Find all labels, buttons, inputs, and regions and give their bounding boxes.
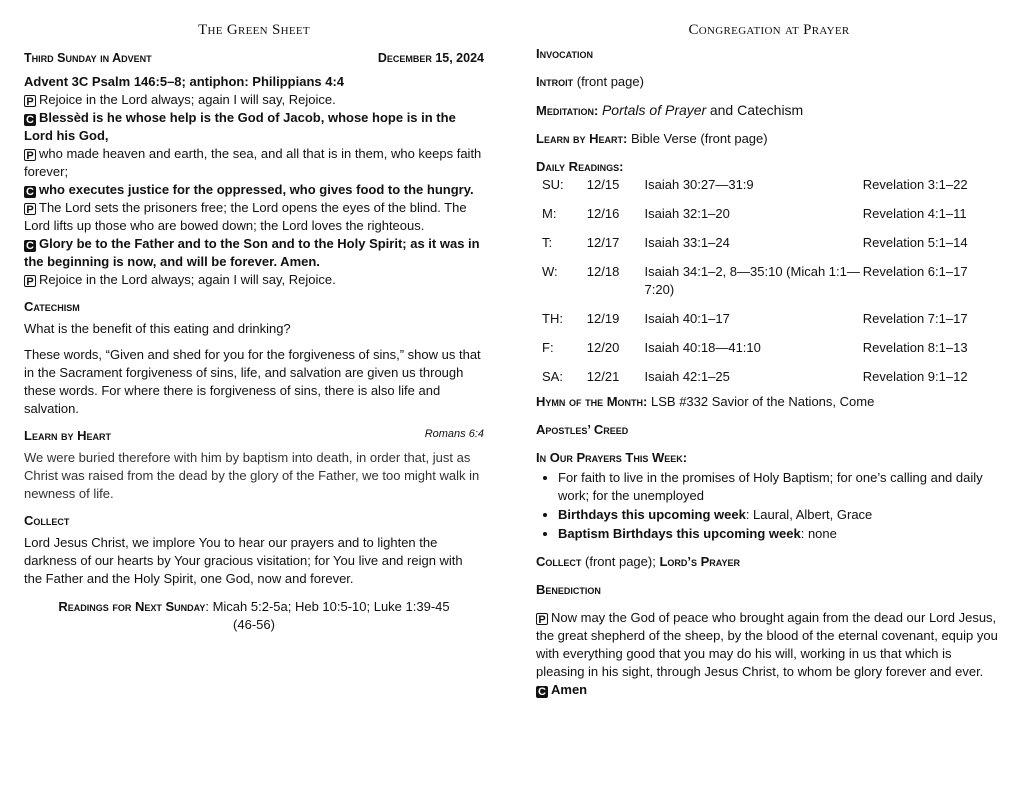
reading-nt: Revelation 6:1–17 bbox=[862, 264, 968, 279]
psalm-line bbox=[24, 91, 484, 109]
next-readings: Readings for Next Sunday: Micah 5:2-5a; Heb 10:5-10; Luke 1:39-45 (46-56) bbox=[58, 599, 450, 632]
psalm-line bbox=[24, 145, 484, 181]
learn-heading-row bbox=[24, 428, 484, 443]
learn-bible-text: Bible Verse (front page) bbox=[631, 131, 768, 146]
pastor-mark-icon: P bbox=[24, 149, 36, 161]
reading-day: TH: bbox=[542, 311, 563, 326]
page-title-left: The Green Sheet bbox=[198, 22, 310, 38]
collect-text: Lord Jesus Christ, we implore You to hear our prayers and to lighten the darkness of our hearts by Your gracious visitation; for You live and reign with the Father and the Holy Spirit, one God, now and forever. bbox=[24, 535, 463, 586]
learn-reference: Romans 6:4 bbox=[424, 428, 484, 440]
reading-row bbox=[542, 234, 1002, 263]
reading-nt: Revelation 9:1–12 bbox=[862, 369, 968, 384]
next-readings-label: Readings for Next Sunday bbox=[58, 599, 206, 614]
page-title-right: Congregation at Prayer bbox=[688, 22, 850, 38]
invocation: Invocation bbox=[536, 46, 593, 61]
psalm-line-text: Glory be to the Father and to the Son and to the Holy Spirit; as it was in the beginning is now, and will be forever. Amen. bbox=[24, 236, 480, 269]
right-column bbox=[536, 22, 1002, 699]
learn-text: We were buried therefore with him by baptism into death, in order that, just as Christ was raised from the dead by the glory of the Father, we too might walk in newness of life. bbox=[24, 450, 480, 501]
psalm-line bbox=[24, 181, 484, 199]
benediction-body: Now may the God of peace who brought again from the dead our Lord Jesus, the great shepherd of the sheep, by the blood of the eternal covenant, equip you with everything good that you may do his will, working in us that which is pleasing in his sight, through Jesus Christ, to whom be glory forever and ever. bbox=[536, 610, 998, 679]
reading-nt: Revelation 4:1–11 bbox=[862, 206, 967, 221]
reading-ot: Isaiah 32:1–20 bbox=[644, 206, 730, 221]
psalm-line-text: The Lord sets the prisoners free; the Lord opens the eyes of the blind. The Lord lifts up those who are bowed down; the Lord loves the righteous. bbox=[24, 200, 467, 233]
congregation-mark-icon: C bbox=[24, 114, 36, 126]
reading-date: 12/21 bbox=[586, 369, 620, 384]
reading-row bbox=[542, 310, 1002, 339]
hymn-line bbox=[536, 393, 1002, 411]
reading-row bbox=[542, 205, 1002, 234]
reading-ot: Isaiah 40:18—41:10 bbox=[644, 340, 761, 355]
psalm-line bbox=[24, 199, 484, 235]
congregation-mark-icon: C bbox=[24, 240, 36, 252]
psalm-line-text: who executes justice for the oppressed, who gives food to the hungry. bbox=[39, 182, 474, 197]
meditation-label: Meditation: bbox=[536, 103, 599, 118]
catechism-question: What is the benefit of this eating and drinking? bbox=[24, 321, 291, 336]
next-readings-text2: (46-56) bbox=[233, 617, 275, 632]
collect-note: (front page); bbox=[585, 554, 656, 569]
reading-row bbox=[542, 339, 1002, 368]
learn-label: Learn by Heart: bbox=[536, 131, 628, 146]
reading-ot: Isaiah 34:1–2, 8—35:10 (Micah 1:1—7:20) bbox=[644, 264, 860, 297]
congregation-mark-icon: C bbox=[536, 686, 548, 698]
reading-day: SU: bbox=[542, 177, 564, 192]
psalm-line-text: Rejoice in the Lord always; again I will say, Rejoice. bbox=[39, 92, 336, 107]
prayers-label: In Our Prayers This Week: bbox=[536, 450, 688, 465]
hymn-text: LSB #332 Savior of the Nations, Come bbox=[651, 394, 875, 409]
reading-ot: Isaiah 42:1–25 bbox=[644, 369, 730, 384]
reading-date: 12/16 bbox=[586, 206, 620, 221]
learn-line bbox=[536, 130, 1002, 148]
introit-text: (front page) bbox=[576, 74, 644, 89]
hymn-label: Hymn of the Month: bbox=[536, 394, 648, 409]
amen-line bbox=[536, 681, 1002, 699]
reading-day: W: bbox=[542, 264, 558, 279]
collect-line bbox=[536, 553, 1002, 571]
prayer-item-bold: Baptism Birthdays this upcoming week bbox=[558, 526, 801, 541]
meditation-italic: Portals of Prayer bbox=[601, 102, 707, 118]
reading-day: SA: bbox=[542, 369, 563, 384]
next-readings-text: Micah 5:2-5a; Heb 10:5-10; Luke 1:39-45 bbox=[212, 599, 450, 614]
psalm-line bbox=[24, 271, 484, 289]
amen-text: Amen bbox=[551, 682, 588, 697]
prayer-item-text: : Laural, Albert, Grace bbox=[745, 507, 873, 522]
apostles-creed: Apostles’ Creed bbox=[536, 422, 629, 437]
pastor-mark-icon: P bbox=[536, 613, 548, 625]
sunday-row bbox=[24, 51, 484, 65]
lords-prayer: Lord’s Prayer bbox=[659, 554, 740, 569]
daily-readings-table bbox=[542, 176, 1002, 397]
reading-ot: Isaiah 40:1–17 bbox=[644, 311, 730, 326]
reading-nt: Revelation 8:1–13 bbox=[862, 340, 968, 355]
reading-ot: Isaiah 33:1–24 bbox=[644, 235, 730, 250]
benediction-heading: Benediction bbox=[536, 582, 601, 597]
psalm-line-text: who made heaven and earth, the sea, and all that is in them, who keeps faith forever; bbox=[24, 146, 482, 179]
reading-nt: Revelation 5:1–14 bbox=[862, 235, 968, 250]
prayer-item-bold: Birthdays this upcoming week bbox=[558, 507, 746, 522]
psalm-line bbox=[24, 235, 484, 271]
collect-heading: Collect bbox=[24, 513, 70, 528]
prayer-list bbox=[536, 469, 1002, 543]
prayer-item bbox=[558, 525, 1002, 543]
reading-date: 12/18 bbox=[586, 264, 620, 279]
reading-row bbox=[542, 263, 1002, 310]
pastor-mark-icon: P bbox=[24, 275, 36, 287]
prayer-item bbox=[558, 469, 1002, 505]
prayer-item-text: : none bbox=[800, 526, 837, 541]
catechism-answer: These words, “Given and shed for you for the forgiveness of sins,” show us that in the Sacrament forgiveness of sins, life, and salvation are given us through these words. For where there is forgiveness of sins, there is also life and salvation. bbox=[24, 347, 481, 416]
catechism-heading: Catechism bbox=[24, 299, 80, 314]
introit-line bbox=[536, 73, 1002, 91]
reading-date: 12/19 bbox=[586, 311, 620, 326]
benediction-text bbox=[536, 609, 1002, 681]
reading-nt: Revelation 3:1–22 bbox=[862, 177, 968, 192]
collect-label: Collect bbox=[536, 554, 582, 569]
reading-nt: Revelation 7:1–17 bbox=[862, 311, 968, 326]
reading-day: F: bbox=[542, 340, 554, 355]
psalm-heading: Advent 3C Psalm 146:5–8; antiphon: Philippians 4:4 bbox=[24, 74, 345, 89]
meditation-rest: and Catechism bbox=[709, 102, 804, 118]
reading-day: M: bbox=[542, 206, 557, 221]
meditation-line bbox=[536, 101, 1002, 120]
introit-label: Introit bbox=[536, 74, 574, 89]
reading-date: 12/15 bbox=[586, 177, 620, 192]
psalm-line-text: Rejoice in the Lord always; again I will say, Rejoice. bbox=[39, 272, 336, 287]
psalm-line-text: Blessèd is he whose help is the God of Jacob, whose hope is in the Lord his God, bbox=[24, 110, 456, 143]
reading-ot: Isaiah 30:27—31:9 bbox=[644, 177, 754, 192]
reading-row bbox=[542, 176, 1002, 205]
reading-date: 12/20 bbox=[586, 340, 620, 355]
sunday-date: December 15, 2024 bbox=[377, 51, 484, 65]
pastor-mark-icon: P bbox=[24, 95, 36, 107]
psalm-line bbox=[24, 109, 484, 145]
daily-readings-label: Daily Readings: bbox=[536, 159, 624, 174]
congregation-mark-icon: C bbox=[24, 186, 36, 198]
prayer-item-text: For faith to live in the promises of Holy Baptism; for one’s calling and daily work; for the unemployed bbox=[558, 470, 983, 503]
sunday-name: Third Sunday in Advent bbox=[24, 51, 152, 65]
left-column bbox=[24, 22, 484, 634]
reading-day: T: bbox=[542, 235, 553, 250]
pastor-mark-icon: P bbox=[24, 203, 36, 215]
reading-date: 12/17 bbox=[586, 235, 620, 250]
learn-heading: Learn by Heart bbox=[24, 428, 112, 443]
prayer-item bbox=[558, 506, 1002, 524]
psalm-block bbox=[24, 91, 484, 289]
